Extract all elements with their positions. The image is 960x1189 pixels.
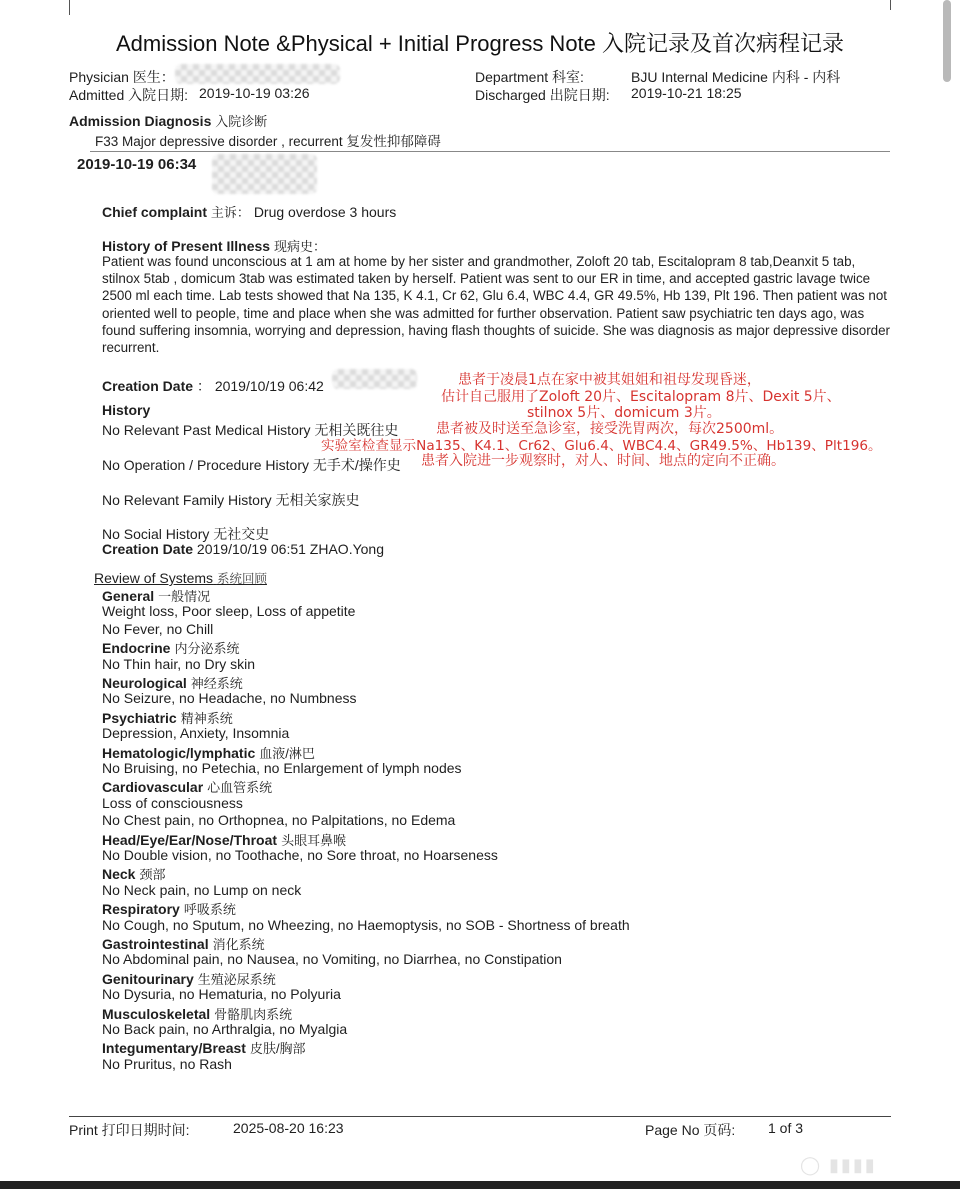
creation-date-1-label: Creation Date xyxy=(102,378,194,394)
operation-history: No Operation / Procedure History 无手术/操作史 xyxy=(102,457,401,473)
ros-section-title-zh: 一般情况 xyxy=(158,589,211,604)
ros-section-title-zh: 生殖泌尿系统 xyxy=(197,971,276,987)
document-title: Admission Note &Physical + Initial Progress Note 入院记录及首次病程记录 xyxy=(115,31,845,56)
creation-date-2 xyxy=(102,541,384,557)
ros-section-title-zh: 颈部 xyxy=(139,867,166,883)
page-value: 1 of 3 xyxy=(768,1120,804,1136)
ros-finding: No Fever, no Chill xyxy=(102,620,214,637)
ros-finding: No Seizure, no Headache, no Numbness xyxy=(102,690,357,707)
annotation-line: stilnox 5片、domicum 3片。 xyxy=(527,405,721,421)
ros-finding: No Cough, no Sputum, no Wheezing, no Haemoptysis, no SOB - Shortness of breath xyxy=(102,916,630,933)
ros-finding: No Thin hair, no Dry skin xyxy=(102,655,256,672)
ros-section-title-zh: 呼吸系统 xyxy=(183,902,236,918)
redacted-physician-name xyxy=(175,64,340,84)
page-edge-left xyxy=(69,0,70,15)
ros-section-title-zh: 皮肤/胸部 xyxy=(249,1041,306,1057)
ros-section-title-zh: 内分泌系统 xyxy=(174,641,240,657)
ros-section-title-label: Psychiatric xyxy=(102,709,177,726)
ros-finding: No Neck pain, no Lump on neck xyxy=(102,881,302,898)
redacted-creator-1 xyxy=(332,369,417,389)
print-value: 2025-08-20 16:23 xyxy=(233,1120,344,1136)
ros-finding: No Double vision, no Toothache, no Sore throat, no Hoarseness xyxy=(102,847,498,863)
chief-complaint-label-zh: 主诉： xyxy=(210,205,250,220)
ros-section-title xyxy=(102,969,276,988)
annotation-line: 患者被及时送至急诊室，接受洗胃两次，每次2500ml。 xyxy=(436,421,784,437)
ros-finding: Weight loss, Poor sleep, Loss of appetite xyxy=(102,603,356,620)
ros-section-title-zh: 神经系统 xyxy=(190,676,243,691)
creation-date-1-value: 2019/10/19 06:42 xyxy=(214,378,324,394)
admission-diagnosis-heading xyxy=(69,111,267,130)
ros-finding: Depression, Anxiety, Insomnia xyxy=(102,725,290,742)
hpi-text: Patient was found unconscious at 1 am at home by her sister and grandmother, Zoloft 20 tab, Escitalopram 8 tab,Deanxit 5 tab, stilnox 5tab , domicum 3tab was estimated taken by herself. Patient was sent to our ER in time, and accepted gastric lavage twice 2500 ml each time. Lab tests showed that Na 135, K 4.1, Cr 62, Glu 6.4, WBC 4.4, GR 49.5%, Hb 139, Plt 196. Then patient was not oriented well to people, time and place when she was admitted for further observation. Patient saw psychiatric ten days ago, was found suffering insomnia, worrying and depression, having flash thoughts of suicide. She was diagnosis as major depressive disorder recurrent. xyxy=(102,254,891,356)
creation-date-2-value: 2019/10/19 06:51 ZHAO.Yong xyxy=(196,541,384,557)
discharged-label: Discharged 出院日期: xyxy=(475,87,610,103)
ros-finding: No Abdominal pain, no Nausea, no Vomiting, no Diarrhea, no Constipation xyxy=(102,951,562,968)
chief-complaint-label: Chief complaint xyxy=(102,204,208,220)
ros-finding: No Dysuria, no Hematuria, no Polyuria xyxy=(102,986,341,1003)
admission-diagnosis-label-zh: 入院诊断 xyxy=(215,114,268,129)
ros-section-title xyxy=(102,1004,292,1023)
footer-rule xyxy=(69,1116,891,1117)
ros-section-title-label: Musculoskeletal xyxy=(102,1005,211,1022)
ros-heading-label: Review of Systems xyxy=(94,570,214,586)
ros-section-title-zh: 精神系统 xyxy=(180,710,233,726)
discharged-value: 2019-10-21 18:25 xyxy=(631,85,742,101)
ros-section-title xyxy=(102,934,265,953)
ros-finding: No Back pain, no Arthralgia, no Myalgia xyxy=(102,1021,348,1037)
admission-diagnosis-value: F33 Major depressive disorder , recurrent 复发性抑郁障碍 xyxy=(95,134,441,149)
ros-heading xyxy=(94,569,267,587)
watermark-logo: ◯ ▮▮▮▮ xyxy=(800,1155,877,1175)
ros-section-title xyxy=(102,638,239,657)
bottom-edge xyxy=(0,1181,960,1189)
hpi-label: History of Present Illness xyxy=(102,238,271,254)
ros-section-title-label: General xyxy=(102,588,155,604)
ros-section-title-label: Neck xyxy=(102,866,136,883)
section-divider xyxy=(90,151,890,152)
creation-date-1-sep: ： xyxy=(196,378,211,394)
ros-section-title xyxy=(102,743,315,762)
ros-section-title-label: Hematologic/lymphatic xyxy=(102,744,256,761)
redacted-entry-author xyxy=(212,154,317,194)
ros-section-title xyxy=(102,673,243,692)
creation-date-1 xyxy=(102,376,324,396)
page-edge-right xyxy=(890,0,891,10)
ros-section-title xyxy=(102,830,346,849)
department-value: BJU Internal Medicine 内科 - 内科 xyxy=(631,69,841,85)
print-label: Print 打印日期时间: xyxy=(69,1122,190,1138)
ros-section-title-label: Integumentary/Breast xyxy=(102,1040,246,1057)
entry-timestamp: 2019-10-19 06:34 xyxy=(77,156,197,173)
ros-section-title xyxy=(102,864,165,883)
annotation-line: 估计自己服用了Zoloft 20片、Escitalopram 8片、Dexit 5片、 xyxy=(441,389,841,405)
ros-section-title xyxy=(102,1038,306,1057)
ros-section-title-zh: 消化系统 xyxy=(212,937,265,952)
ros-section-title-label: Head/Eye/Ear/Nose/Throat xyxy=(102,831,278,848)
annotation-line: 患者入院进一步观察时，对人、时间、地点的定向不正确。 xyxy=(421,453,785,469)
page-label: Page No 页码: xyxy=(645,1122,736,1138)
admitted-value: 2019-10-19 03:26 xyxy=(199,85,310,101)
ros-section-title xyxy=(102,777,272,796)
ros-heading-label-zh: 系统回顾 xyxy=(216,572,267,586)
ros-section-title-zh: 心血管系统 xyxy=(207,780,273,796)
ros-finding: No Bruising, no Petechia, no Enlargement of lymph nodes xyxy=(102,760,462,776)
annotation-line: 实验室检查显示Na135、K4.1、Cr62、Glu6.4、WBC4.4、GR49.5%、Hb139、Plt196。 xyxy=(321,438,882,454)
annotation-line: 患者于凌晨1点在家中被其姐姐和祖母发现昏迷， xyxy=(458,372,761,388)
ros-section-title xyxy=(102,586,210,605)
ros-section-title xyxy=(102,899,236,918)
ros-section-title-zh: 头眼耳鼻喉 xyxy=(281,832,347,848)
ros-section-title-label: Endocrine xyxy=(102,640,171,657)
chief-complaint xyxy=(102,202,396,221)
ros-section-title-label: Genitourinary xyxy=(102,970,194,987)
ros-section-title-label: Respiratory xyxy=(102,901,180,918)
ros-finding: No Pruritus, no Rash xyxy=(102,1055,232,1072)
chief-complaint-value: Drug overdose 3 hours xyxy=(253,204,397,220)
ros-finding: No Chest pain, no Orthopnea, no Palpitations, no Edema xyxy=(102,812,456,829)
ros-section-title-zh: 血液/淋巴 xyxy=(259,745,315,761)
past-medical-history: No Relevant Past Medical History 无相关既往史 xyxy=(102,422,399,438)
ros-section-title xyxy=(102,708,233,727)
creation-date-2-label: Creation Date xyxy=(102,541,194,557)
history-heading: History xyxy=(102,402,151,418)
ros-section-title-label: Neurological xyxy=(102,675,187,691)
admitted-label: Admitted 入院日期: xyxy=(69,87,189,103)
ros-section-title-label: Cardiovascular xyxy=(102,779,204,796)
admission-diagnosis-label: Admission Diagnosis xyxy=(69,113,212,129)
ros-finding: Loss of consciousness xyxy=(102,794,243,811)
family-history: No Relevant Family History 无相关家族史 xyxy=(102,492,360,508)
department-label: Department 科室: xyxy=(475,69,584,85)
ros-section-title-zh: 骨骼肌肉系统 xyxy=(214,1006,293,1022)
physician-label: Physician 医生： xyxy=(69,69,175,85)
ros-section-title-label: Gastrointestinal xyxy=(102,936,209,952)
social-history: No Social History 无社交史 xyxy=(102,526,270,542)
hpi-label-zh: 现病史： xyxy=(273,239,326,254)
